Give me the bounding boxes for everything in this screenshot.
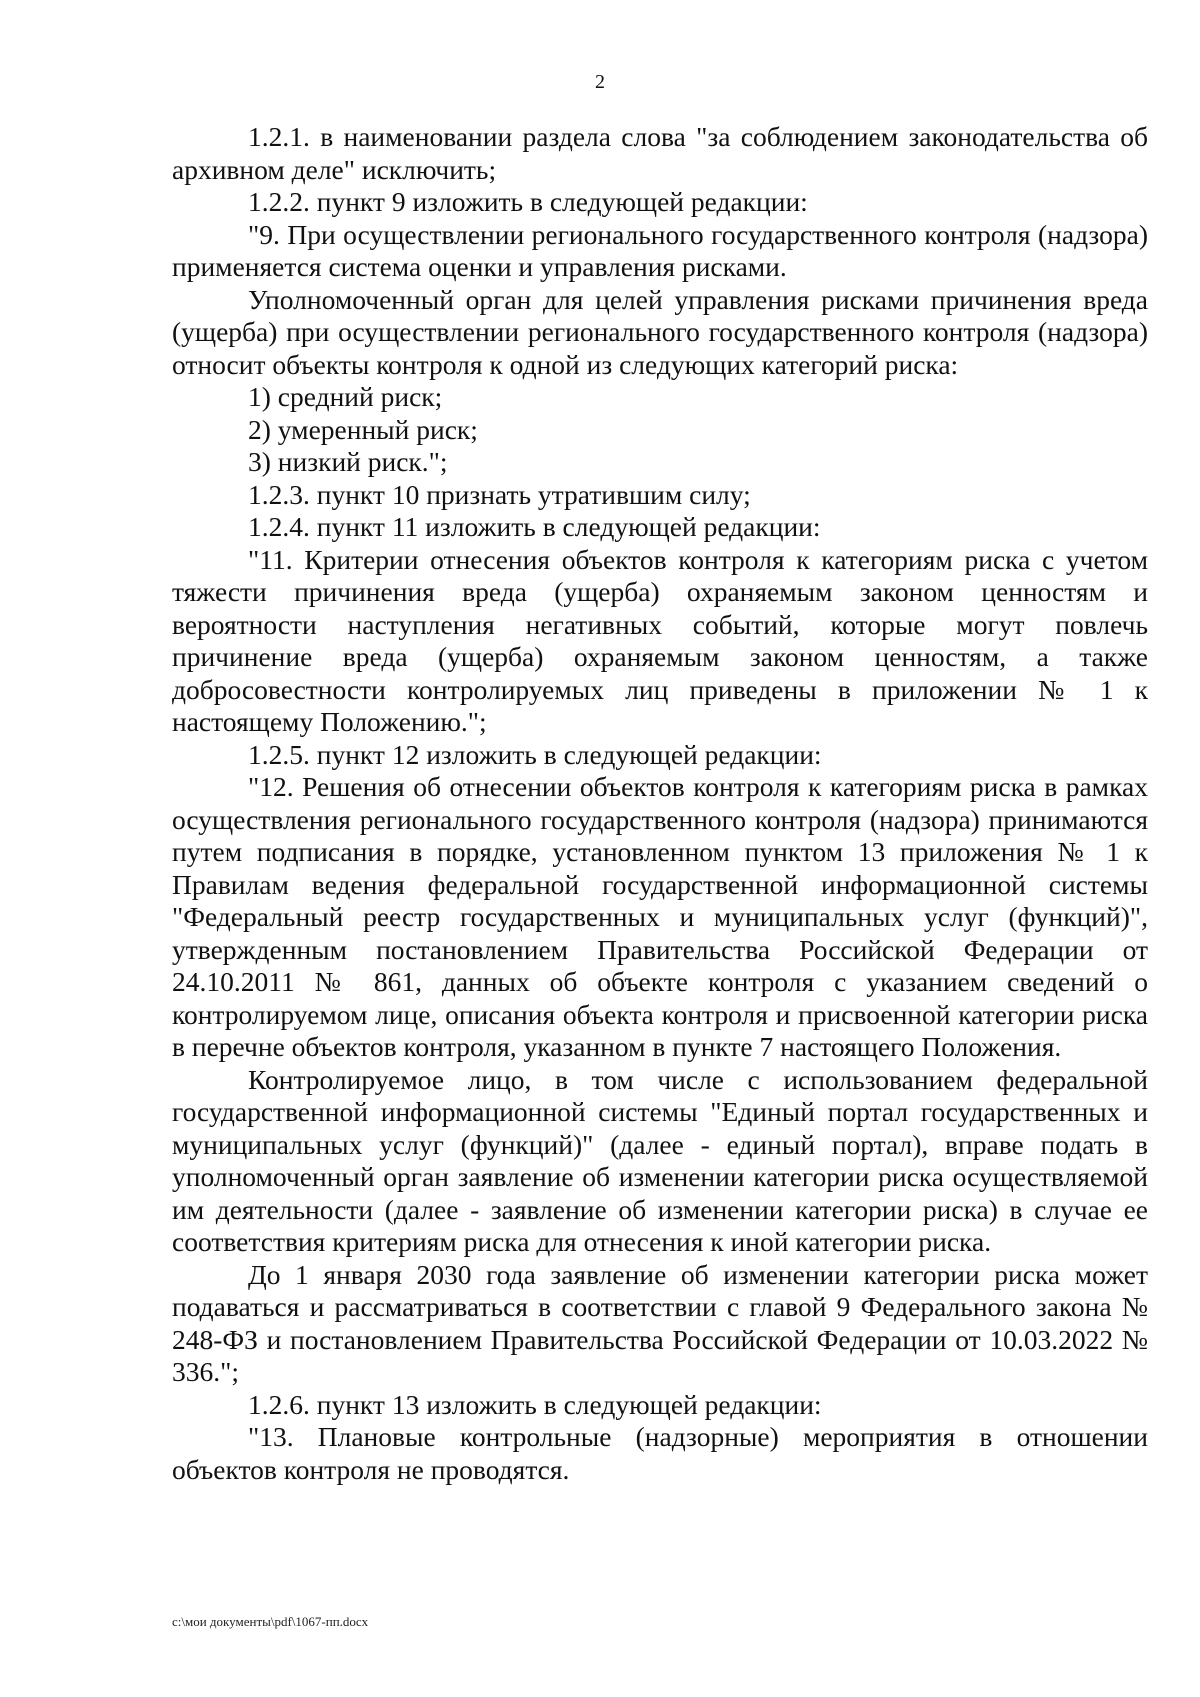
list-item-moderate-risk: 2) умеренный риск;	[248, 413, 478, 445]
paragraph-point-9: "9. При осуществлении регионального государственного контроля (надзора) применяется система оценки и управления рисками.	[172, 218, 1148, 282]
paragraph-point-13: "13. Плановые контрольные (надзорные) мероприятия в отношении объектов контроля не проводятся.	[172, 1421, 1148, 1485]
paragraph-point-11: "11. Критерии отнесения объектов контроля к категориям риска с учетом тяжести причинения вреда (ущерба) охраняемым законом ценностям и вероятности наступления негативных событий, которые могут повлечь причинение вреда (ущерба) охраняемым законом ценностям, а также добросовестности контролируемых лиц приведены в приложении № 1 к настоящему Положению.";	[172, 543, 1148, 737]
list-item-low-risk: 3) низкий риск.";	[248, 446, 448, 477]
paragraph-risk-categories-intro: Уполномоченный орган для целей управления рисками причинения вреда (ущерба) при осуществлении регионального государственного контроля (надзора) относит объекты контроля к одной из следующих категорий риска:	[172, 283, 1148, 380]
paragraph-point-12: "12. Решения об отнесении объектов контроля к категориям риска в рамках осуществления регионального государственного контроля (надзора) принимаются путем подписания в порядке, установленном пунктом 13 приложения № 1 к Правилам ведения федеральной государственной информационной системы "Федеральный реестр государственных и муниципальных услуг (функций)", утвержденным постановлением Правительства Российской Федерации от 24.10.2011 № 861, данных об объекте контроля с указанием сведений о контролируемом лице, описания объекта контроля и присвоенной категории риска в перечне объектов контроля, указанном в пункте 7 настоящего Положения.	[172, 771, 1148, 1062]
paragraph-1-2-3: 1.2.3. пункт 10 признать утратившим силу;	[248, 478, 751, 510]
list-item-medium-risk: 1) средний риск;	[248, 381, 443, 412]
paragraph-1-2-2: 1.2.2. пункт 9 изложить в следующей редакции:	[248, 186, 808, 217]
document-body	[172, 121, 1148, 1486]
paragraph-1-2-5: 1.2.5. пункт 12 изложить в следующей редакции:	[248, 738, 822, 770]
paragraph-1-2-1: 1.2.1. в наименовании раздела слова "за соблюдением законодательства об архивном деле" исключить;	[172, 121, 1148, 185]
paragraph-controlled-person: Контролируемое лицо, в том числе с использованием федеральной государственной информационной системы "Единый портал государственных и муниципальных услуг (функций)" (далее - единый портал), вправе подать в уполномоченный орган заявление об изменении категории риска осуществляемой им деятельности (далее - заявление об изменении категории риска) в случае ее соответствия критериям риска для отнесения к иной категории риска.	[172, 1063, 1148, 1257]
paragraph-1-2-4: 1.2.4. пункт 11 изложить в следующей редакции:	[248, 511, 821, 542]
paragraph-until-2030: До 1 января 2030 года заявление об изменении категории риска может подаваться и рассматриваться в соответствии с главой 9 Федерального закона № 248-ФЗ и постановлением Правительства Российской Федерации от 10.03.2022 № 336.";	[172, 1258, 1148, 1387]
paragraph-1-2-6: 1.2.6. пункт 13 изложить в следующей редакции:	[248, 1388, 822, 1420]
page-number: 2	[595, 71, 605, 93]
footer-file-path: c:\мои документы\pdf\1067-пп.docx	[172, 1614, 369, 1629]
